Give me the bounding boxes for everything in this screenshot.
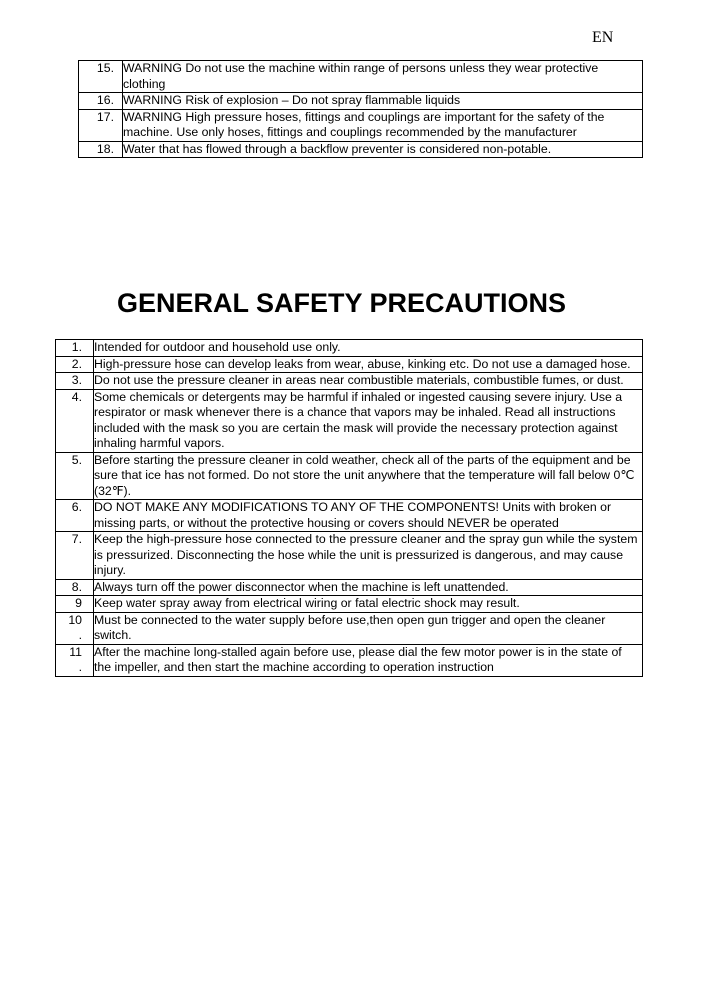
item-number: 8.	[56, 579, 94, 596]
item-text: Do not use the pressure cleaner in areas near combustible materials, combustible fumes, or dust.	[94, 373, 643, 390]
table-row	[56, 452, 643, 500]
item-text: Water that has flowed through a backflow preventer is considered non-potable.	[123, 141, 643, 158]
item-number: 4.	[56, 389, 94, 452]
item-text: Some chemicals or detergents may be harmful if inhaled or ingested causing severe injury. Use a respirator or mask whenever there is a chance that vapors may be inhaled. Read all instructions included with the mask so you are certain the mask will provide the necessary protection against inhaling harmful vapors.	[94, 389, 643, 452]
item-number: 6.	[56, 500, 94, 532]
table-row	[56, 612, 643, 644]
table-row	[56, 340, 643, 357]
item-number: 11 .	[56, 644, 94, 676]
table-row	[79, 141, 643, 158]
table-row	[56, 579, 643, 596]
table-row	[56, 373, 643, 390]
item-number: 10 .	[56, 612, 94, 644]
item-number: 3.	[56, 373, 94, 390]
table-row	[56, 389, 643, 452]
item-number: 2.	[56, 356, 94, 373]
language-code: EN	[592, 29, 614, 46]
item-text: Keep the high-pressure hose connected to the pressure cleaner and the spray gun while the system is pressurized. Disconnecting the hose while the unit is pressurized is dangerous, and may cause injury.	[94, 532, 643, 580]
item-text: Always turn off the power disconnector when the machine is left unattended.	[94, 579, 643, 596]
item-text: WARNING High pressure hoses, fittings and couplings are important for the safety of the machine. Use only hoses, fittings and couplings recommended by the manufacturer	[123, 109, 643, 141]
item-number: 7.	[56, 532, 94, 580]
item-text: WARNING Do not use the machine within range of persons unless they wear protective clothing	[123, 61, 643, 93]
item-number: 18.	[79, 141, 123, 158]
table-row	[79, 93, 643, 110]
table-row	[56, 532, 643, 580]
item-number: 9	[56, 596, 94, 613]
item-text: Before starting the pressure cleaner in cold weather, check all of the parts of the equipment and be sure that ice has not formed. Do not store the unit anywhere that the temperature will fall below 0℃ (32℉).	[94, 452, 643, 500]
warnings-table	[78, 60, 643, 158]
table-row	[56, 644, 643, 676]
item-number: 1.	[56, 340, 94, 357]
item-text: Intended for outdoor and household use only.	[94, 340, 643, 357]
item-number: 17.	[79, 109, 123, 141]
table-row	[79, 61, 643, 93]
table-row	[56, 500, 643, 532]
item-number: 16.	[79, 93, 123, 110]
item-text: Keep water spray away from electrical wiring or fatal electric shock may result.	[94, 596, 643, 613]
section-title: GENERAL SAFETY PRECAUTIONS	[117, 288, 567, 318]
item-text: DO NOT MAKE ANY MODIFICATIONS TO ANY OF THE COMPONENTS! Units with broken or missing parts, or without the protective housing or covers should NEVER be operated	[94, 500, 643, 532]
item-number: 15.	[79, 61, 123, 93]
item-text: High-pressure hose can develop leaks from wear, abuse, kinking etc. Do not use a damaged hose.	[94, 356, 643, 373]
table-row	[79, 109, 643, 141]
precautions-table	[55, 339, 643, 677]
table-row	[56, 356, 643, 373]
table-row	[56, 596, 643, 613]
item-text: Must be connected to the water supply before use,then open gun trigger and open the cleaner switch.	[94, 612, 643, 644]
item-text: WARNING Risk of explosion – Do not spray flammable liquids	[123, 93, 643, 110]
item-number: 5.	[56, 452, 94, 500]
item-text: After the machine long-stalled again before use, please dial the few motor power is in the state of the impeller, and then start the machine according to operation instruction	[94, 644, 643, 676]
